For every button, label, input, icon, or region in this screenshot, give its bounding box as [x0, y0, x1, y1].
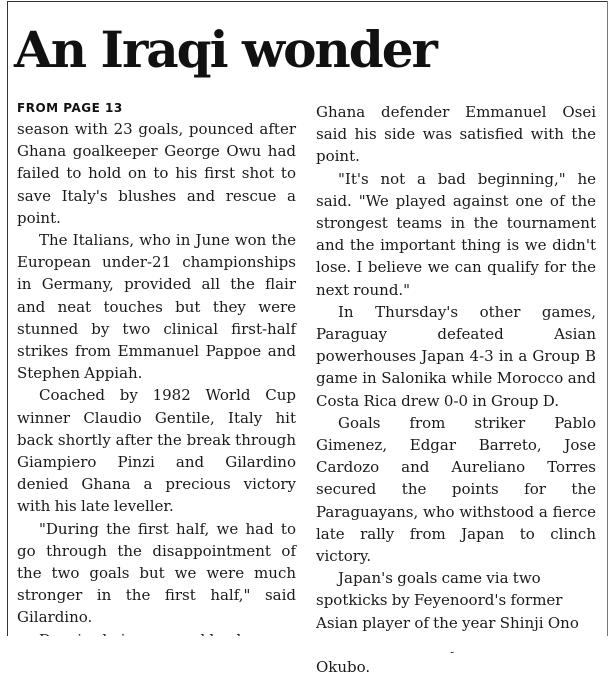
top-rule [7, 1, 608, 2]
paragraph: "During the first half, we had to go through the disappointment of the two goals but we were much stronger in the first half," said Gilardino. [17, 519, 296, 627]
paragraph: Goals from striker Pablo Gimenez, Edgar Barreto, Jose Cardozo and Aureliano Torres secured the points for the Paraguayans, who withstood a fierce late rally from Japan to clinch victory. [316, 413, 596, 566]
right-border [607, 1, 608, 636]
paragraph: "It's not a bad beginning," he said. "We played against one of the strongest teams in the tournament and the important thing is we didn't lose. I believe we can qualify for the next round." [316, 169, 596, 299]
paragraph: season with 23 goals, pounced after Ghana goalkeeper George Owu had failed to hold on to his first shot to save Italy's blushes and rescue a point. [17, 120, 296, 227]
headline: An Iraqi wonder [14, 20, 436, 79]
paragraph: The Italians, who in June won the European under-21 championships in Germany, provided all the flair and neat touches but they were stunned by two clinical first-half strikes from Emmanuel Pappoe and Stephen Appiah. [17, 231, 296, 383]
continuation-kicker: FROM PAGE 13 [17, 101, 123, 115]
paragraph: In Thursday's other games, Paraguay defeated Asian powerhouses Japan 4-3 in a Group B game in Salonika while Morocco and Costa Rica drew 0-0 in Group D. [316, 302, 596, 410]
paragraph: Coached by 1982 World Cup winner Claudio Gentile, Italy hit back shortly after the break through Giampiero Pinzi and Gilardino denied Ghana a precious victory with his late leveller. [17, 386, 296, 516]
paragraph: Ghana defender Emmanuel Osei said his side was satisfied with the point. [316, 103, 596, 166]
page-margin [0, 636, 610, 652]
article-column-left [17, 100, 296, 651]
article-column-right [316, 101, 596, 678]
paragraph: Japan's goals came via two spotkicks by Feyenoord's former Asian player of the year Shinji Ono Okubo. [316, 569, 579, 677]
left-border [7, 1, 8, 636]
